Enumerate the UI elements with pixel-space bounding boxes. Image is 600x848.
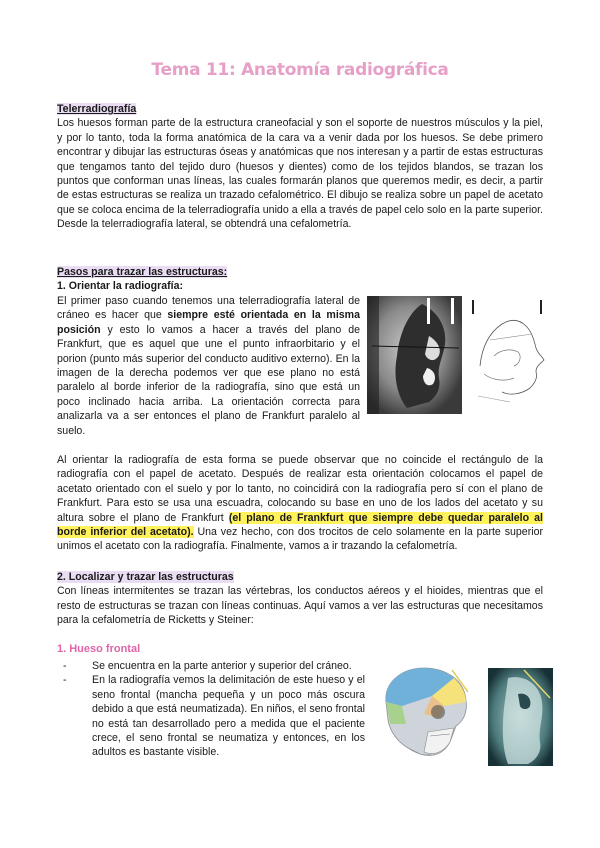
list-item bbox=[57, 673, 365, 759]
localizar-text: Con líneas intermitentes se trazan las vértebras, los conductos aéreos y el hioides, mientras que el resto de estructuras se trazan con líneas continuas. Aquí vamos a ver las estructuras que necesitamos para la cefalometría de Ricketts y Steiner: bbox=[57, 585, 543, 627]
pasos-heading: Pasos para trazar las estructuras: bbox=[57, 266, 228, 278]
frontal-sinus-radiograph bbox=[488, 668, 553, 766]
orientar-text-a: El primer paso cuando tenemos una telerradiografía lateral de cráneo es hacer que bbox=[57, 295, 360, 322]
telerradiografia-heading: Telerradiografía bbox=[57, 103, 137, 115]
bullet-dash: - bbox=[63, 660, 67, 672]
cephalometric-tracing-image bbox=[470, 296, 555, 408]
orientar-text-b: y esto lo vamos a hacer a través del plano de Frankfurt, que es aquel que une el punto infraorbitario y el porion (punto más superior del conducto auditivo externo). En la imagen de la derecha podemos ver que ese plano no está paralelo al borde inferior de la radiografía, sino que está un poco inclinado hacia arriba. La orientación correcta para analizarla va a ser entonces el plano de Frankfurt paralelo al suelo. bbox=[57, 323, 360, 437]
page-title: Tema 11: Anatomía radiográfica bbox=[151, 60, 449, 80]
acetato-text-a: Al orientar la radiografía de esta forma se puede observar que no coincide el rectángulo de la radiografía con el papel de acetato. Después de realizar esta orientación colocamos el papel de acetato orientado con el suelo y por lo tanto, no coincidirá con la radiografía pero sí con el plano de Frankfurt. Para esto se usa una escuadra, colocando su base en uno de los lados del acetato y su altura sobre el plano de Frankfurt bbox=[57, 454, 543, 524]
orientar-subheading: 1. Orientar la radiografía: bbox=[57, 280, 183, 293]
orientar-text-bold: siempre esté orientada en la misma posición bbox=[57, 309, 360, 336]
lateral-radiograph-image bbox=[367, 296, 462, 414]
bullet-text: En la radiografía vemos la delimitación de este hueso y el seno frontal (mancha pequeña y un poco más oscura debido a que está neumatizada). En niños, el seno frontal no está tan desarrollado pero a medida que el paciente crece, el seno frontal se neumatiza y entonces, en los adultos es bastante visible. bbox=[92, 674, 365, 759]
localizar-heading: 2. Localizar y trazar las estructuras bbox=[57, 571, 234, 583]
skull-illustration bbox=[372, 662, 482, 762]
hueso-frontal-list bbox=[57, 659, 365, 760]
acetato-paragraph bbox=[57, 453, 543, 554]
acetato-text-b: Una vez hecho, con dos trocitos de celo solamente en la parte superior unimos el acetato con la radiografía. Finalmente, vamos a ir trazando la cefalometría. bbox=[57, 526, 544, 553]
bullet-text: Se encuentra en la parte anterior y superior del cráneo. bbox=[92, 660, 352, 672]
pasos-headings bbox=[57, 265, 543, 294]
hueso-frontal-heading: 1. Hueso frontal bbox=[57, 643, 141, 655]
list-item bbox=[57, 659, 365, 673]
section-localizar bbox=[57, 570, 543, 628]
orientar-paragraph bbox=[57, 294, 360, 438]
section-telerradiografia bbox=[57, 102, 543, 232]
bullet-dash: - bbox=[63, 674, 67, 687]
frankfurt-highlight: (el plano de Frankfurt que siempre debe quedar paralelo al borde inferior del acetato). bbox=[57, 511, 543, 539]
telerradiografia-text: Los huesos forman parte de la estructura craneofacial y son el soporte de nuestros músculos y la piel, y por lo tanto, toda la forma anatómica de la cara va a venir dada por los huesos. Se debe primero encontrar y dibujar las estructuras óseas y anatómicas que nos interesan y a partir de estas estructuras que tengamos tanto del tejido duro (huesos y dientes) como de los tejidos blandos, se trazan los puntos que conforman unas líneas, las cuales formarán planos que queremos medir, es decir, a partir de estas estructuras se realiza un trazado cefalométrico. El dibujo se realiza sobre un papel de acetato que se coloca encima de la telerradiografía unido a ella a través de papel celo solo en la parte superior. Desde la telerradiografía lateral, se obtendrá una cefalometría. bbox=[57, 117, 543, 231]
